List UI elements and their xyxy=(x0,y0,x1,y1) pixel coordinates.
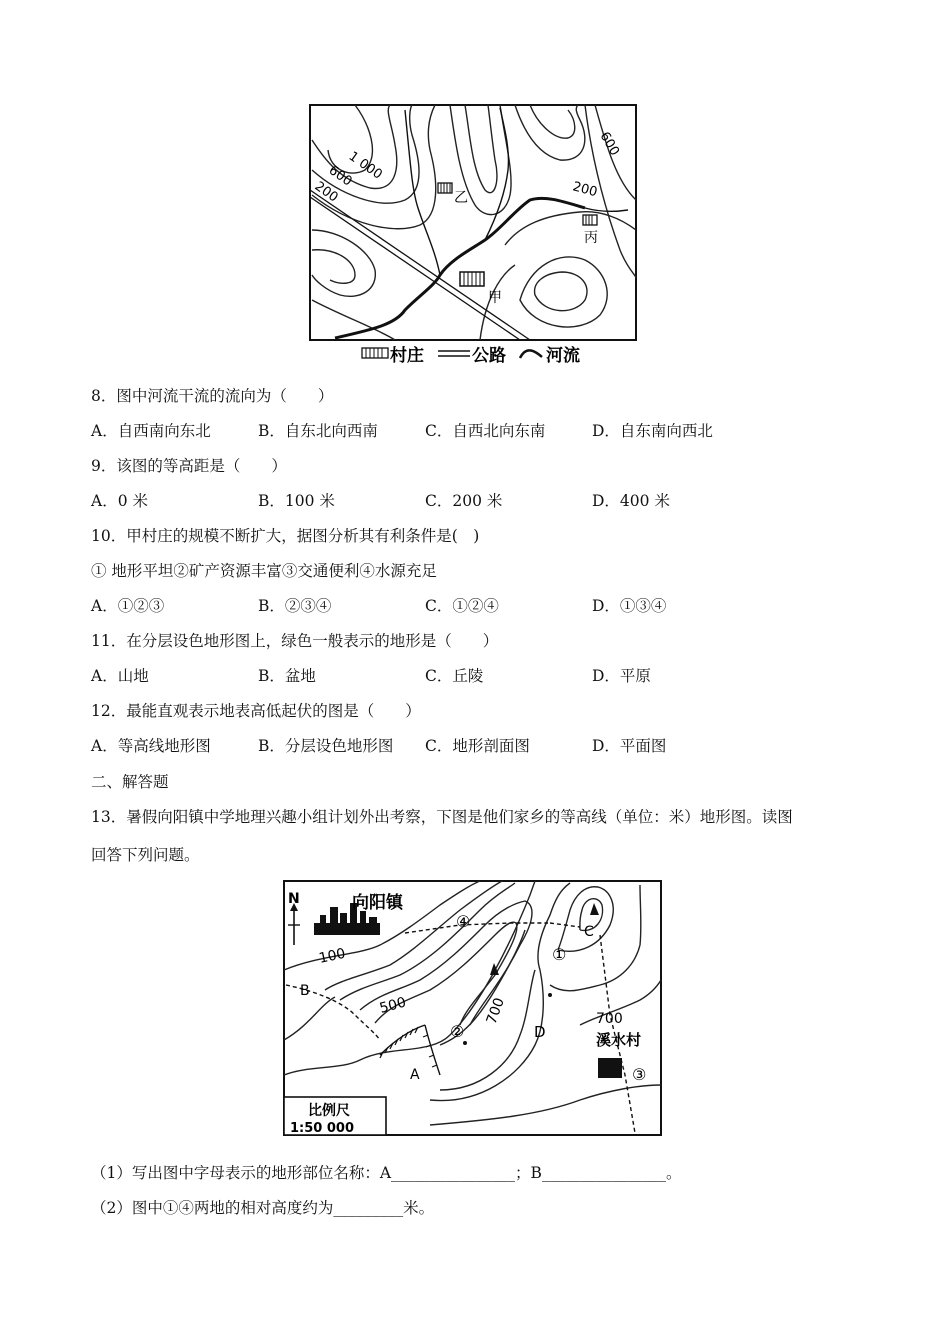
point-4-label: ④ xyxy=(456,912,471,931)
q12-option-a[interactable]: A．等高线地形图 xyxy=(91,737,211,755)
q8-option-a[interactable]: A．自西南向东北 xyxy=(91,422,211,440)
q10-stem: 10．甲村庄的规模不断扩大，据图分析其有利条件是( ) xyxy=(91,527,480,545)
contour-label-200-right: 200 xyxy=(570,179,599,201)
town-label: 向阳镇 xyxy=(352,893,403,913)
contour-label-500: 500 xyxy=(377,994,408,1017)
q10-option-a[interactable]: A．①②③ xyxy=(91,597,165,615)
contour-map-1 xyxy=(300,100,645,370)
village-jia-label: 甲 xyxy=(488,290,502,306)
q11-option-a[interactable]: A．山地 xyxy=(91,667,149,685)
letter-d: D xyxy=(534,1023,546,1041)
contour-label-700-right: 700 xyxy=(596,1011,623,1027)
contour-label-200-left: 200 xyxy=(311,178,341,206)
contour-label-600-right: 600 xyxy=(596,129,622,159)
village-icon xyxy=(598,1058,622,1078)
contour-map-2 xyxy=(280,875,670,1145)
q8-option-b[interactable]: B．自东北向西南 xyxy=(258,422,378,440)
village-bing-label: 丙 xyxy=(584,230,598,246)
village-label: 溪水村 xyxy=(596,1031,642,1049)
q10-option-c[interactable]: C．①②④ xyxy=(425,597,499,615)
q9-option-d[interactable]: D．400 米 xyxy=(592,492,670,510)
q9-option-b[interactable]: B．100 米 xyxy=(258,492,335,510)
scale-value: 1:50 000 xyxy=(290,1121,354,1136)
section-heading: 二、解答题 xyxy=(91,773,169,791)
q8-option-d[interactable]: D．自东南向西北 xyxy=(592,422,713,440)
q11-option-d[interactable]: D．平原 xyxy=(592,667,651,685)
point-2-label: ② xyxy=(450,1022,465,1041)
q9-option-a[interactable]: A．0 米 xyxy=(91,492,148,510)
letter-a: A xyxy=(410,1067,420,1083)
contour-label-100: 100 xyxy=(317,945,347,967)
q13-sub2: （2）图中①④两地的相对高度约为_________米。 xyxy=(91,1199,435,1217)
point-3-label: ③ xyxy=(632,1065,647,1084)
scale-title: 比例尺 xyxy=(308,1103,350,1119)
q8-option-c[interactable]: C．自西北向东南 xyxy=(425,422,546,440)
point-1-label: ① xyxy=(552,945,567,964)
letter-c: C xyxy=(584,924,594,940)
q12-option-d[interactable]: D．平面图 xyxy=(592,737,667,755)
q12-option-b[interactable]: B．分层设色地形图 xyxy=(258,737,394,755)
contour-label-600-left: 600 xyxy=(325,162,355,190)
village-bing-icon xyxy=(583,215,597,225)
q9-stem: 9．该图的等高距是（ ） xyxy=(91,457,287,475)
contour-label-1000: 1 000 xyxy=(345,148,385,183)
q10-option-d[interactable]: D．①③④ xyxy=(592,597,667,615)
legend-road-label: 公路 xyxy=(472,346,506,366)
q11-stem: 11．在分层设色地形图上，绿色一般表示的地形是（ ） xyxy=(91,632,499,650)
q12-stem: 12．最能直观表示地表高低起伏的图是（ ） xyxy=(91,702,421,720)
q13-stem-line1: 13．暑假向阳镇中学地理兴趣小组计划外出考察，下图是他们家乡的等高线（单位：米）地形图。读图 xyxy=(91,808,793,826)
q13-stem-line2: 回答下列问题。 xyxy=(91,846,200,864)
legend-village-label: 村庄 xyxy=(390,346,424,366)
village-yi-label: 乙 xyxy=(454,190,468,206)
contour-label-700-mid: 700 xyxy=(483,995,508,1027)
q8-stem: 8．图中河流干流的流向为（ ） xyxy=(91,387,334,405)
q9-option-c[interactable]: C．200 米 xyxy=(425,492,503,510)
map1-legend xyxy=(362,345,580,366)
legend-river-label: 河流 xyxy=(546,346,580,366)
north-label: N xyxy=(288,891,300,907)
letter-b: B xyxy=(300,983,310,999)
q10-conditions: ① 地形平坦②矿产资源丰富③交通便利④水源充足 xyxy=(91,562,437,580)
q10-option-b[interactable]: B．②③④ xyxy=(258,597,332,615)
q11-option-c[interactable]: C．丘陵 xyxy=(425,667,484,685)
q11-option-b[interactable]: B．盆地 xyxy=(258,667,316,685)
q12-option-c[interactable]: C．地形剖面图 xyxy=(425,737,530,755)
q13-sub1: （1）写出图中字母表示的地形部位名称：A________________；B________________。 xyxy=(91,1164,682,1182)
